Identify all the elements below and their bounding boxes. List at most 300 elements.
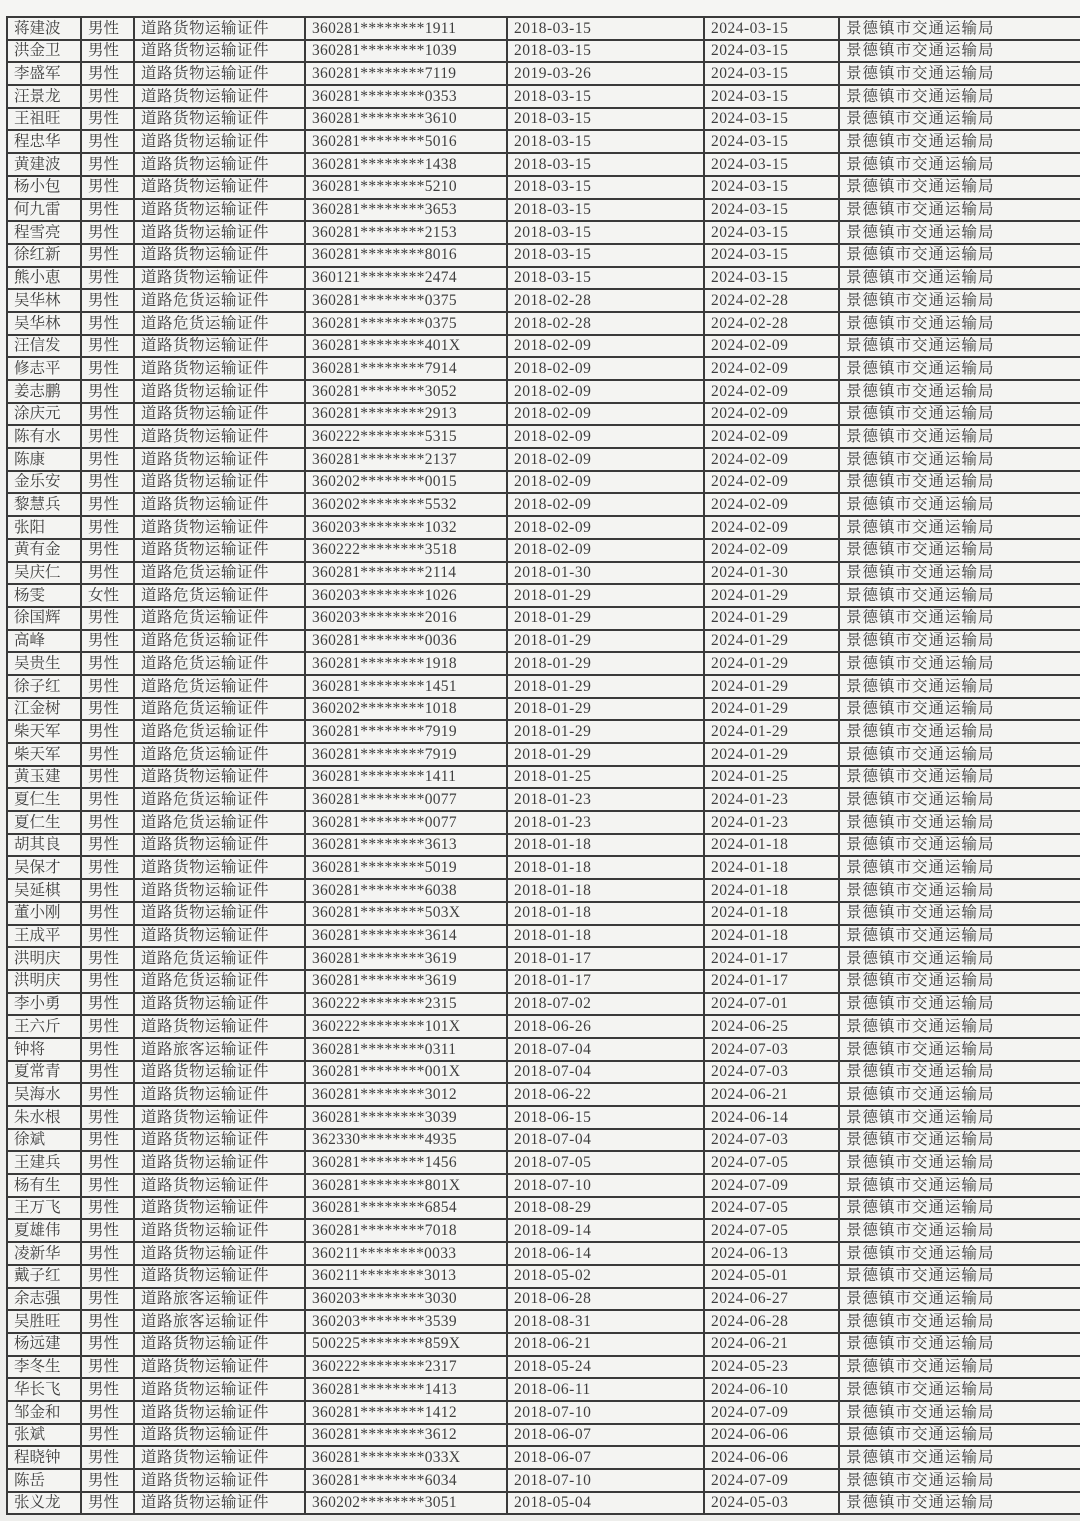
cell-id-number: 360281********6854 [305, 1197, 507, 1220]
cell-gender: 男性 [81, 199, 134, 222]
cell-certificate-type: 道路货物运输证件 [134, 1242, 305, 1265]
cell-issue-date: 2018-02-09 [507, 425, 704, 448]
cell-expire-date: 2024-01-29 [704, 743, 839, 766]
cell-issuing-authority: 景德镇市交通运输局 [839, 1174, 1080, 1197]
cell-issue-date: 2018-03-15 [507, 244, 704, 267]
table-row [7, 493, 1080, 516]
cell-issuing-authority: 景德镇市交通运输局 [839, 1083, 1080, 1106]
cell-name: 杨有生 [7, 1174, 81, 1197]
cell-issue-date: 2018-07-04 [507, 1038, 704, 1061]
cell-expire-date: 2024-03-15 [704, 85, 839, 108]
cell-issue-date: 2018-07-10 [507, 1401, 704, 1424]
cell-gender: 男性 [81, 834, 134, 857]
cell-gender: 男性 [81, 766, 134, 789]
cell-id-number: 360202********1018 [305, 698, 507, 721]
table-row [7, 176, 1080, 199]
cell-id-number: 360281********0375 [305, 289, 507, 312]
cell-id-number: 360281********001X [305, 1061, 507, 1084]
cell-id-number: 360281********3614 [305, 925, 507, 948]
cell-expire-date: 2024-02-09 [704, 516, 839, 539]
cell-name: 柴天军 [7, 720, 81, 743]
cell-id-number: 360281********3012 [305, 1083, 507, 1106]
cell-expire-date: 2024-02-28 [704, 312, 839, 335]
cell-id-number: 360281********3039 [305, 1106, 507, 1129]
table-row [7, 1106, 1080, 1129]
cell-certificate-type: 道路货物运输证件 [134, 403, 305, 426]
cell-expire-date: 2024-06-21 [704, 1333, 839, 1356]
cell-name: 钟将 [7, 1038, 81, 1061]
cell-expire-date: 2024-01-29 [704, 630, 839, 653]
cell-name: 华长飞 [7, 1378, 81, 1401]
cell-id-number: 360281********3613 [305, 834, 507, 857]
cell-gender: 男性 [81, 108, 134, 131]
cell-gender: 女性 [81, 584, 134, 607]
cell-id-number: 360281********1411 [305, 766, 507, 789]
cell-issuing-authority: 景德镇市交通运输局 [839, 493, 1080, 516]
cell-name: 李小勇 [7, 993, 81, 1016]
cell-id-number: 360222********2315 [305, 993, 507, 1016]
cell-name: 董小刚 [7, 902, 81, 925]
cell-certificate-type: 道路货物运输证件 [134, 1151, 305, 1174]
cell-certificate-type: 道路货物运输证件 [134, 856, 305, 879]
cell-gender: 男性 [81, 993, 134, 1016]
cell-expire-date: 2024-01-18 [704, 834, 839, 857]
cell-name: 蒋建波 [7, 17, 81, 40]
table-row [7, 1265, 1080, 1288]
cell-name: 熊小恵 [7, 267, 81, 290]
cell-gender: 男性 [81, 1106, 134, 1129]
cell-issuing-authority: 景德镇市交通运输局 [839, 675, 1080, 698]
cell-issue-date: 2018-06-11 [507, 1378, 704, 1401]
cell-issuing-authority: 景德镇市交通运输局 [839, 40, 1080, 63]
cell-name: 柴天军 [7, 743, 81, 766]
cell-id-number: 360222********2317 [305, 1356, 507, 1379]
cell-expire-date: 2024-06-25 [704, 1015, 839, 1038]
cell-gender: 男性 [81, 925, 134, 948]
cell-expire-date: 2024-05-23 [704, 1356, 839, 1379]
cell-gender: 男性 [81, 516, 134, 539]
cell-id-number: 360281********3653 [305, 199, 507, 222]
cell-name: 吴贵生 [7, 652, 81, 675]
cell-id-number: 360202********0015 [305, 471, 507, 494]
cell-id-number: 360203********1032 [305, 516, 507, 539]
cell-gender: 男性 [81, 153, 134, 176]
cell-expire-date: 2024-07-05 [704, 1151, 839, 1174]
cell-certificate-type: 道路货物运输证件 [134, 267, 305, 290]
cell-issue-date: 2018-07-02 [507, 993, 704, 1016]
cell-issuing-authority: 景德镇市交通运输局 [839, 17, 1080, 40]
cell-issue-date: 2018-07-04 [507, 1129, 704, 1152]
cell-certificate-type: 道路货物运输证件 [134, 1356, 305, 1379]
cell-id-number: 360281********0353 [305, 85, 507, 108]
cell-issue-date: 2018-03-15 [507, 40, 704, 63]
cell-issue-date: 2018-06-14 [507, 1242, 704, 1265]
cell-name: 吴华林 [7, 312, 81, 335]
table-row [7, 221, 1080, 244]
cell-name: 陈康 [7, 448, 81, 471]
cell-certificate-type: 道路货物运输证件 [134, 1265, 305, 1288]
cell-id-number: 360281********1412 [305, 1401, 507, 1424]
cell-issuing-authority: 景德镇市交通运输局 [839, 811, 1080, 834]
cell-issue-date: 2018-01-29 [507, 630, 704, 653]
table-row [7, 1356, 1080, 1379]
table-row [7, 1333, 1080, 1356]
cell-certificate-type: 道路货物运输证件 [134, 539, 305, 562]
cell-certificate-type: 道路危货运输证件 [134, 289, 305, 312]
cell-expire-date: 2024-02-09 [704, 539, 839, 562]
cell-issue-date: 2018-01-25 [507, 766, 704, 789]
cell-name: 张义龙 [7, 1492, 81, 1515]
cell-issue-date: 2018-06-15 [507, 1106, 704, 1129]
table-row [7, 788, 1080, 811]
cell-name: 江金树 [7, 698, 81, 721]
cell-expire-date: 2024-06-06 [704, 1446, 839, 1469]
cell-id-number: 360281********6034 [305, 1469, 507, 1492]
cell-gender: 男性 [81, 1356, 134, 1379]
cell-gender: 男性 [81, 902, 134, 925]
cell-expire-date: 2024-05-01 [704, 1265, 839, 1288]
cell-name: 程雪亮 [7, 221, 81, 244]
cell-expire-date: 2024-07-03 [704, 1129, 839, 1152]
cell-issue-date: 2018-01-29 [507, 584, 704, 607]
cell-expire-date: 2024-05-03 [704, 1492, 839, 1515]
cell-certificate-type: 道路危货运输证件 [134, 947, 305, 970]
cell-certificate-type: 道路货物运输证件 [134, 1424, 305, 1447]
table-row [7, 902, 1080, 925]
cell-certificate-type: 道路货物运输证件 [134, 380, 305, 403]
table-row [7, 1378, 1080, 1401]
cell-issuing-authority: 景德镇市交通运输局 [839, 902, 1080, 925]
cell-issue-date: 2018-06-07 [507, 1446, 704, 1469]
cell-expire-date: 2024-03-15 [704, 17, 839, 40]
cell-issue-date: 2018-03-15 [507, 130, 704, 153]
cell-expire-date: 2024-07-05 [704, 1219, 839, 1242]
cell-expire-date: 2024-01-25 [704, 766, 839, 789]
cell-id-number: 360203********2016 [305, 607, 507, 630]
cell-gender: 男性 [81, 1265, 134, 1288]
cell-gender: 男性 [81, 856, 134, 879]
cell-issue-date: 2018-05-02 [507, 1265, 704, 1288]
cell-issue-date: 2018-01-29 [507, 652, 704, 675]
cell-issuing-authority: 景德镇市交通运输局 [839, 539, 1080, 562]
cell-issuing-authority: 景德镇市交通运输局 [839, 1401, 1080, 1424]
cell-certificate-type: 道路危货运输证件 [134, 584, 305, 607]
cell-id-number: 360202********5532 [305, 493, 507, 516]
table-row [7, 471, 1080, 494]
cell-certificate-type: 道路货物运输证件 [134, 1129, 305, 1152]
cell-expire-date: 2024-01-30 [704, 562, 839, 585]
cell-name: 吴海水 [7, 1083, 81, 1106]
table-row [7, 267, 1080, 290]
cell-certificate-type: 道路危货运输证件 [134, 788, 305, 811]
cell-expire-date: 2024-01-29 [704, 720, 839, 743]
cell-id-number: 360281********3612 [305, 1424, 507, 1447]
cell-gender: 男性 [81, 62, 134, 85]
cell-expire-date: 2024-03-15 [704, 221, 839, 244]
cell-gender: 男性 [81, 562, 134, 585]
cell-certificate-type: 道路危货运输证件 [134, 720, 305, 743]
cell-issuing-authority: 景德镇市交通运输局 [839, 1265, 1080, 1288]
cell-expire-date: 2024-06-28 [704, 1310, 839, 1333]
cell-id-number: 360211********3013 [305, 1265, 507, 1288]
cell-expire-date: 2024-06-10 [704, 1378, 839, 1401]
cell-certificate-type: 道路货物运输证件 [134, 1015, 305, 1038]
cell-gender: 男性 [81, 1424, 134, 1447]
table-row [7, 743, 1080, 766]
cell-gender: 男性 [81, 1310, 134, 1333]
cell-name: 汪景龙 [7, 85, 81, 108]
cell-certificate-type: 道路危货运输证件 [134, 312, 305, 335]
table-row [7, 108, 1080, 131]
cell-id-number: 360281********3052 [305, 380, 507, 403]
cell-name: 黄玉建 [7, 766, 81, 789]
cell-id-number: 360281********0375 [305, 312, 507, 335]
cell-id-number: 360203********3539 [305, 1310, 507, 1333]
table-row [7, 335, 1080, 358]
cell-expire-date: 2024-01-17 [704, 947, 839, 970]
cell-issue-date: 2018-02-09 [507, 539, 704, 562]
cell-expire-date: 2024-06-21 [704, 1083, 839, 1106]
cell-gender: 男性 [81, 1446, 134, 1469]
cell-name: 陈有水 [7, 425, 81, 448]
cell-gender: 男性 [81, 380, 134, 403]
cell-issuing-authority: 景德镇市交通运输局 [839, 947, 1080, 970]
cell-certificate-type: 道路货物运输证件 [134, 176, 305, 199]
cell-id-number: 360281********3610 [305, 108, 507, 131]
table-row [7, 516, 1080, 539]
cell-expire-date: 2024-01-18 [704, 902, 839, 925]
cell-expire-date: 2024-06-13 [704, 1242, 839, 1265]
cell-id-number: 360222********101X [305, 1015, 507, 1038]
cell-certificate-type: 道路危货运输证件 [134, 607, 305, 630]
cell-issuing-authority: 景德镇市交通运输局 [839, 1446, 1080, 1469]
cell-issuing-authority: 景德镇市交通运输局 [839, 1356, 1080, 1379]
cell-name: 徐红新 [7, 244, 81, 267]
cell-issue-date: 2018-01-18 [507, 925, 704, 948]
table-row [7, 993, 1080, 1016]
table-row [7, 1151, 1080, 1174]
cell-issuing-authority: 景德镇市交通运输局 [839, 584, 1080, 607]
cell-gender: 男性 [81, 788, 134, 811]
cell-issuing-authority: 景德镇市交通运输局 [839, 244, 1080, 267]
cell-certificate-type: 道路危货运输证件 [134, 562, 305, 585]
cell-id-number: 360203********3030 [305, 1288, 507, 1311]
cell-certificate-type: 道路旅客运输证件 [134, 1038, 305, 1061]
cell-gender: 男性 [81, 85, 134, 108]
cell-name: 黄建波 [7, 153, 81, 176]
table-row [7, 652, 1080, 675]
table-row [7, 1492, 1080, 1515]
cell-certificate-type: 道路危货运输证件 [134, 652, 305, 675]
cell-issue-date: 2018-07-10 [507, 1174, 704, 1197]
cell-name: 杨远建 [7, 1333, 81, 1356]
cell-gender: 男性 [81, 471, 134, 494]
cell-id-number: 360281********2153 [305, 221, 507, 244]
cell-issue-date: 2018-08-31 [507, 1310, 704, 1333]
cell-gender: 男性 [81, 448, 134, 471]
cell-issuing-authority: 景德镇市交通运输局 [839, 335, 1080, 358]
cell-id-number: 360281********5019 [305, 856, 507, 879]
cell-gender: 男性 [81, 630, 134, 653]
cell-issuing-authority: 景德镇市交通运输局 [839, 153, 1080, 176]
table-row [7, 403, 1080, 426]
cell-issuing-authority: 景德镇市交通运输局 [839, 1061, 1080, 1084]
cell-id-number: 360281********033X [305, 1446, 507, 1469]
table-row [7, 357, 1080, 380]
cell-id-number: 360281********0036 [305, 630, 507, 653]
cell-name: 王建兵 [7, 1151, 81, 1174]
cell-issue-date: 2018-03-15 [507, 153, 704, 176]
cell-gender: 男性 [81, 1469, 134, 1492]
cell-name: 张阳 [7, 516, 81, 539]
cell-id-number: 360281********1911 [305, 17, 507, 40]
table-row [7, 1038, 1080, 1061]
cell-issuing-authority: 景德镇市交通运输局 [839, 630, 1080, 653]
cell-issue-date: 2018-01-18 [507, 834, 704, 857]
cell-gender: 男性 [81, 720, 134, 743]
table-row [7, 584, 1080, 607]
cell-name: 吴延棋 [7, 879, 81, 902]
cell-expire-date: 2024-03-15 [704, 267, 839, 290]
cell-certificate-type: 道路货物运输证件 [134, 516, 305, 539]
cell-expire-date: 2024-01-29 [704, 652, 839, 675]
cell-issue-date: 2018-02-09 [507, 471, 704, 494]
cell-certificate-type: 道路危货运输证件 [134, 743, 305, 766]
cell-issue-date: 2018-03-15 [507, 176, 704, 199]
cell-issue-date: 2018-01-29 [507, 675, 704, 698]
cell-id-number: 500225********859X [305, 1333, 507, 1356]
cell-issuing-authority: 景德镇市交通运输局 [839, 516, 1080, 539]
cell-name: 夏常青 [7, 1061, 81, 1084]
cell-name: 凌新华 [7, 1242, 81, 1265]
cell-id-number: 360281********2137 [305, 448, 507, 471]
cell-expire-date: 2024-03-15 [704, 199, 839, 222]
cell-issue-date: 2018-02-09 [507, 357, 704, 380]
cell-name: 金乐安 [7, 471, 81, 494]
cell-issuing-authority: 景德镇市交通运输局 [839, 856, 1080, 879]
cell-issuing-authority: 景德镇市交通运输局 [839, 1424, 1080, 1447]
cell-gender: 男性 [81, 1378, 134, 1401]
cell-expire-date: 2024-02-09 [704, 357, 839, 380]
cell-expire-date: 2024-06-06 [704, 1424, 839, 1447]
cell-issue-date: 2018-09-14 [507, 1219, 704, 1242]
cell-gender: 男性 [81, 1015, 134, 1038]
table-row [7, 312, 1080, 335]
cell-certificate-type: 道路货物运输证件 [134, 993, 305, 1016]
cell-id-number: 360281********8016 [305, 244, 507, 267]
table-row [7, 40, 1080, 63]
cell-expire-date: 2024-01-17 [704, 970, 839, 993]
cell-issue-date: 2018-03-15 [507, 267, 704, 290]
cell-expire-date: 2024-01-18 [704, 879, 839, 902]
cell-expire-date: 2024-03-15 [704, 176, 839, 199]
cell-certificate-type: 道路货物运输证件 [134, 1446, 305, 1469]
cell-issue-date: 2018-03-15 [507, 108, 704, 131]
cell-certificate-type: 道路货物运输证件 [134, 40, 305, 63]
cell-issuing-authority: 景德镇市交通运输局 [839, 1310, 1080, 1333]
cell-id-number: 360281********7018 [305, 1219, 507, 1242]
table-row [7, 630, 1080, 653]
cell-issue-date: 2018-07-05 [507, 1151, 704, 1174]
cell-expire-date: 2024-02-09 [704, 471, 839, 494]
cell-name: 夏仁生 [7, 811, 81, 834]
cell-gender: 男性 [81, 607, 134, 630]
cell-gender: 男性 [81, 1219, 134, 1242]
cell-id-number: 360281********0077 [305, 788, 507, 811]
cell-issue-date: 2018-02-28 [507, 312, 704, 335]
cell-expire-date: 2024-02-09 [704, 380, 839, 403]
cell-issuing-authority: 景德镇市交通运输局 [839, 1242, 1080, 1265]
cell-issuing-authority: 景德镇市交通运输局 [839, 1288, 1080, 1311]
cell-certificate-type: 道路货物运输证件 [134, 153, 305, 176]
cell-certificate-type: 道路货物运输证件 [134, 85, 305, 108]
cell-issuing-authority: 景德镇市交通运输局 [839, 970, 1080, 993]
cell-issuing-authority: 景德镇市交通运输局 [839, 221, 1080, 244]
cell-id-number: 360121********2474 [305, 267, 507, 290]
table-row [7, 130, 1080, 153]
table-row [7, 380, 1080, 403]
cell-gender: 男性 [81, 1401, 134, 1424]
cell-name: 王成平 [7, 925, 81, 948]
cell-certificate-type: 道路旅客运输证件 [134, 1310, 305, 1333]
table-row [7, 1446, 1080, 1469]
cell-gender: 男性 [81, 698, 134, 721]
cell-name: 吴胜旺 [7, 1310, 81, 1333]
cell-issuing-authority: 景德镇市交通运输局 [839, 743, 1080, 766]
cell-name: 高峰 [7, 630, 81, 653]
cell-issue-date: 2018-01-30 [507, 562, 704, 585]
cell-issuing-authority: 景德镇市交通运输局 [839, 108, 1080, 131]
table-row [7, 1174, 1080, 1197]
cell-certificate-type: 道路货物运输证件 [134, 62, 305, 85]
cell-id-number: 360211********0033 [305, 1242, 507, 1265]
cell-id-number: 360281********3619 [305, 970, 507, 993]
cell-expire-date: 2024-02-09 [704, 493, 839, 516]
cell-certificate-type: 道路货物运输证件 [134, 130, 305, 153]
cell-issuing-authority: 景德镇市交通运输局 [839, 879, 1080, 902]
cell-issue-date: 2018-02-09 [507, 380, 704, 403]
table-row [7, 1197, 1080, 1220]
cell-expire-date: 2024-01-29 [704, 607, 839, 630]
cell-certificate-type: 道路货物运输证件 [134, 1378, 305, 1401]
cell-issue-date: 2018-05-24 [507, 1356, 704, 1379]
table-row [7, 1424, 1080, 1447]
cell-expire-date: 2024-07-03 [704, 1061, 839, 1084]
table-row [7, 1288, 1080, 1311]
cell-id-number: 360281********2114 [305, 562, 507, 585]
table-row [7, 562, 1080, 585]
table-row [7, 607, 1080, 630]
cell-name: 夏仁生 [7, 788, 81, 811]
cell-gender: 男性 [81, 1151, 134, 1174]
cell-issue-date: 2018-01-17 [507, 947, 704, 970]
cell-gender: 男性 [81, 1288, 134, 1311]
table-row [7, 85, 1080, 108]
cell-issue-date: 2018-01-18 [507, 902, 704, 925]
cell-gender: 男性 [81, 1061, 134, 1084]
cell-issuing-authority: 景德镇市交通运输局 [839, 1015, 1080, 1038]
cell-certificate-type: 道路货物运输证件 [134, 834, 305, 857]
table-row [7, 153, 1080, 176]
cell-certificate-type: 道路货物运输证件 [134, 1197, 305, 1220]
cell-issuing-authority: 景德镇市交通运输局 [839, 1378, 1080, 1401]
cell-gender: 男性 [81, 1492, 134, 1515]
cell-id-number: 360281********503X [305, 902, 507, 925]
cell-id-number: 360281********7119 [305, 62, 507, 85]
records-table-body [7, 17, 1080, 1514]
cell-issuing-authority: 景德镇市交通运输局 [839, 312, 1080, 335]
cell-issue-date: 2018-01-17 [507, 970, 704, 993]
